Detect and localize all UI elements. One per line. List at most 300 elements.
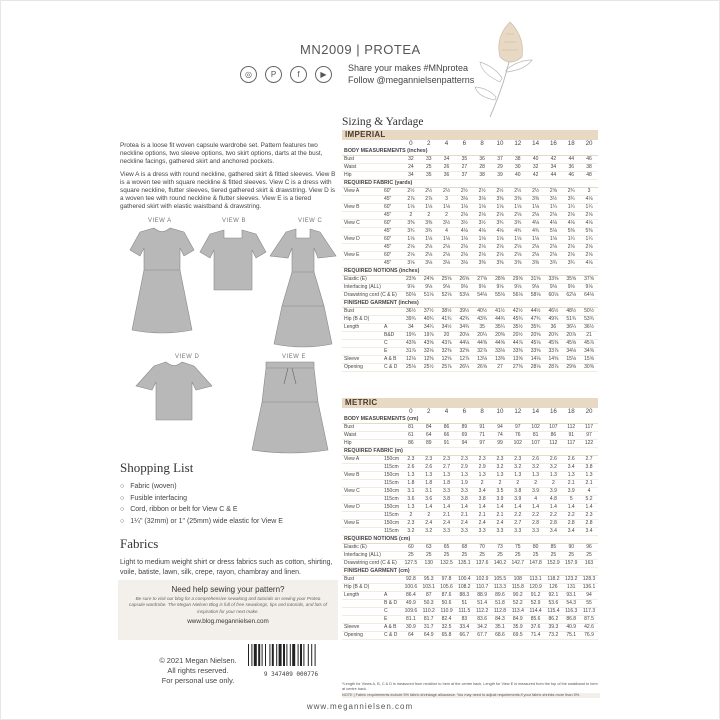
intro-text	[120, 142, 336, 216]
table-cell: 3.2	[514, 464, 522, 470]
row-sublabel: 60"	[384, 188, 392, 194]
table-cell: 9⅛	[478, 284, 486, 290]
table-cell: 20⅝	[530, 332, 541, 338]
table-cell: 1.3	[532, 472, 540, 478]
facebook-icon[interactable]: f	[290, 66, 307, 83]
barcode-bar	[258, 644, 260, 666]
table-cell: 65.8	[441, 632, 452, 638]
table-cell: 136.1	[582, 584, 596, 590]
row-sublabel: B & D	[384, 600, 398, 606]
table-cell: 3.4	[585, 528, 593, 534]
table-cell: 2½	[478, 188, 486, 194]
table-cell: 42	[532, 172, 539, 178]
table-row	[342, 456, 598, 464]
row-sublabel	[384, 156, 402, 163]
garment-illustrations	[118, 226, 342, 456]
row-sublabel	[384, 424, 402, 431]
table-cell: 3.8	[460, 496, 468, 502]
table-cell: 4	[445, 228, 448, 234]
table-cell: 107	[549, 424, 558, 430]
table-cell: 2⅛	[478, 244, 486, 250]
table-cell: 3	[587, 188, 591, 194]
row-sublabel: 150cm	[384, 520, 400, 526]
table-cell: 25	[479, 552, 485, 558]
table-cell: 3⅜	[514, 260, 522, 266]
table-cell: 70	[479, 544, 485, 550]
row-label: Drawstring cord (C & E)	[344, 292, 397, 298]
table-cell: 4.8	[549, 496, 557, 502]
table-cell: 50½	[584, 308, 594, 314]
table-cell: 1⅛	[514, 236, 522, 242]
table-cell: 45⅞	[584, 340, 594, 346]
table-cell: 2	[498, 480, 502, 486]
table-cell: 1.4	[443, 504, 450, 510]
table-cell: 81.7	[423, 616, 434, 622]
copyright-line: © 2021 Megan Nielsen.	[159, 656, 237, 665]
table-row	[342, 544, 598, 552]
youtube-icon[interactable]: ▶	[315, 66, 332, 83]
table-cell: 38	[515, 156, 521, 162]
size-label: 0	[409, 408, 413, 415]
table-cell: 83.6	[477, 616, 488, 622]
table-cell: 112.2	[476, 608, 489, 614]
copyright-line: All rights reserved.	[167, 666, 229, 675]
table-cell: 1⅛	[443, 236, 450, 242]
table-cell: 25	[515, 552, 521, 558]
table-cell: 152.9	[547, 560, 560, 566]
table-cell: 32	[532, 164, 539, 170]
table-cell: 1.3	[567, 472, 575, 478]
table-cell: 3.1	[425, 488, 433, 494]
spacer	[342, 140, 384, 148]
table-cell: 35.9	[512, 624, 523, 630]
table-row	[342, 316, 598, 324]
table-cell: 2.9	[478, 464, 486, 470]
table-cell: 44⅞	[512, 340, 523, 346]
table-cell: 2⅞	[407, 196, 415, 202]
table-row	[342, 632, 598, 640]
table-cell: 86.2	[548, 616, 559, 622]
table-cell: 25	[461, 552, 468, 558]
row-label	[342, 480, 384, 487]
size-label: 10	[496, 140, 504, 147]
table-cell: 3⅜	[532, 260, 540, 266]
row-label: Hip (B & D)	[344, 316, 370, 322]
table-cell: 2.7	[585, 456, 593, 462]
table-row	[342, 356, 598, 364]
table-row	[342, 324, 598, 332]
size-label: 6	[462, 140, 467, 147]
row-sublabel: 60"	[384, 220, 392, 226]
table-cell: 163	[584, 560, 594, 566]
row-label: View A	[344, 188, 360, 194]
barcode-bar	[254, 644, 257, 666]
row-sublabel	[384, 440, 402, 447]
section-heading: BODY MEASUREMENTS (inches)	[342, 148, 598, 156]
row-sublabel: C & D	[384, 364, 398, 370]
table-cell: 110.2	[422, 608, 435, 614]
blog-link[interactable]: www.blog.megannielsen.com	[187, 618, 269, 626]
table-cell: 2.4	[425, 520, 433, 526]
row-sublabel	[384, 584, 402, 591]
row-sublabel: A & B	[384, 624, 397, 630]
pinterest-icon[interactable]: P	[265, 66, 282, 83]
row-label: Hip (B & D)	[344, 584, 370, 590]
table-cell: 130	[424, 560, 433, 566]
table-cell: 39	[497, 172, 503, 178]
row-sublabel: 150cm	[384, 472, 400, 478]
table-cell: 54⅛	[477, 292, 488, 298]
shopping-list	[120, 481, 336, 527]
table-row	[342, 260, 598, 268]
table-cell: 2.4	[496, 520, 504, 526]
row-sublabel	[384, 172, 402, 179]
barcode-bar	[248, 644, 249, 666]
table-cell: 2	[534, 480, 537, 486]
table-cell: 90	[568, 544, 574, 550]
table-cell: 3.3	[514, 528, 522, 534]
table-cell: 4	[534, 496, 537, 502]
table-cell: 32⅞	[477, 348, 488, 354]
table-cell: 53¾	[584, 316, 594, 322]
table-cell: 3.1	[407, 488, 415, 494]
table-cell: 25⅛	[406, 364, 416, 370]
row-label	[342, 608, 384, 615]
row-sublabel: C	[384, 608, 388, 614]
barcode-bar	[292, 644, 295, 666]
table-cell: 25½	[423, 364, 434, 370]
table-cell: 1.9	[460, 480, 468, 486]
row-sublabel	[384, 276, 402, 283]
intro-paragraph-1: Protea is a loose fit woven capsule wardrobe set. Pattern features two neckline options, two sleeve options, two skirt options, darts at the bust, neckline facings, gathered skirt and anchored pockets.	[120, 142, 323, 165]
footer-url[interactable]: www.megannielsen.com	[306, 702, 414, 711]
table-cell: 87	[425, 592, 432, 598]
barcode-bar	[265, 644, 266, 666]
table-cell: 2⅛	[549, 244, 557, 250]
size-label: 16	[549, 140, 557, 147]
table-cell: 2.7	[514, 520, 522, 526]
table-cell: 12⅜	[423, 356, 434, 362]
table-row	[342, 624, 598, 632]
row-sublabel: C & D	[384, 632, 398, 638]
table-cell: 3⅜	[514, 196, 522, 202]
table-cell: 48½	[566, 308, 577, 314]
table-cell: 1.3	[478, 472, 486, 478]
table-row	[342, 584, 598, 592]
size-header-row	[342, 408, 598, 416]
table-row	[342, 188, 598, 196]
table-cell: 43⅜	[406, 340, 416, 346]
table-cell: 53.6	[548, 600, 559, 606]
table-row	[342, 528, 598, 536]
table-cell: 1.8	[443, 480, 450, 486]
table-cell: 37½	[423, 308, 434, 314]
table-cell: 3¾	[567, 196, 575, 202]
row-sublabel: 150cm	[384, 504, 400, 510]
table-cell: 2.8	[549, 520, 557, 526]
table-cell: 4⅛	[532, 220, 540, 226]
table-cell: 1.4	[532, 504, 540, 510]
view-c-label: VIEW C	[298, 218, 323, 224]
table-cell: 44¾	[495, 316, 505, 322]
row-sublabel	[384, 560, 402, 567]
table-cell: 85.6	[530, 616, 541, 622]
table-cell: 80	[532, 544, 539, 550]
table-cell: 69.5	[512, 632, 523, 638]
table-cell: 1.4	[514, 504, 522, 510]
table-cell: 100.6	[404, 584, 418, 590]
table-cell: 1.3	[443, 472, 450, 478]
size-label: 18	[567, 140, 575, 147]
table-cell: 64.9	[423, 632, 434, 638]
table-cell: 45⅜	[548, 340, 559, 346]
table-cell: 64	[425, 432, 432, 438]
table-cell: 1.4	[585, 504, 593, 510]
table-cell: 75	[515, 544, 521, 550]
table-cell: 12⅝	[441, 356, 452, 362]
table-row	[342, 440, 598, 448]
table-cell: 34⅜	[584, 348, 594, 354]
table-cell: 35¼	[495, 324, 505, 330]
row-label: Waist	[344, 432, 357, 438]
table-cell: 120.9	[529, 584, 542, 590]
table-cell: 9⅛	[425, 284, 433, 290]
table-row	[342, 284, 598, 292]
table-cell: 115.8	[511, 584, 524, 590]
list-item: ○ Fusible interfacing	[120, 493, 336, 505]
row-sublabel	[384, 552, 402, 559]
table-cell: 67.7	[477, 632, 488, 638]
view-e-label: VIEW E	[282, 354, 307, 360]
table-cell: 86.8	[566, 616, 577, 622]
row-sublabel: A	[384, 592, 388, 598]
table-cell: 1⅛	[407, 236, 415, 242]
table-cell: 2	[427, 512, 431, 518]
table-cell: 15⅛	[566, 356, 577, 362]
table-cell: 68	[461, 544, 468, 550]
table-cell: 92.8	[406, 576, 416, 582]
table-cell: 44⅜	[477, 340, 488, 346]
row-label	[342, 212, 384, 219]
row-label	[342, 464, 384, 471]
table-cell: 34¾	[459, 324, 470, 330]
table-cell: 84	[425, 424, 432, 430]
section-heading: FINISHED GARMENT (cm)	[342, 568, 598, 576]
table-cell: 3½	[478, 220, 486, 226]
table-cell: 2⅛	[407, 244, 415, 250]
table-cell: 3.8	[585, 464, 593, 470]
row-label	[342, 496, 384, 503]
table-cell: 40½	[477, 308, 488, 314]
table-cell: 3⅛	[407, 260, 415, 266]
table-cell: 25	[532, 552, 539, 558]
table-cell: 3⅜	[496, 196, 504, 202]
row-sublabel	[384, 284, 402, 291]
table-cell: 3⅛	[425, 260, 433, 266]
table-cell: 37	[497, 156, 503, 162]
table-cell: 2	[480, 480, 484, 486]
table-cell: 2½	[532, 188, 540, 194]
table-row	[342, 560, 598, 568]
table-cell: 50⅛	[406, 292, 416, 298]
row-sublabel	[384, 292, 402, 299]
table-cell: 49¾	[548, 316, 559, 322]
table-cell: 40¾	[423, 316, 434, 322]
table-cell: 97	[515, 424, 521, 430]
table-cell: 21	[586, 332, 592, 338]
table-cell: 1¼	[585, 204, 593, 210]
row-label: View C	[344, 488, 360, 494]
table-cell: 54.3	[566, 600, 577, 606]
table-cell: 38½	[441, 308, 452, 314]
table-cell: 35¾	[530, 324, 541, 330]
table-cell: 25⅞	[441, 364, 452, 370]
table-cell: 55	[586, 600, 592, 606]
table-cell: 108	[513, 576, 522, 582]
table-row	[342, 196, 598, 204]
table-cell: 1⅛	[460, 236, 468, 242]
table-cell: 2.3	[460, 456, 468, 462]
table-cell: 69	[461, 432, 468, 438]
table-row	[342, 576, 598, 584]
row-sublabel: 115cm	[384, 464, 399, 470]
table-cell: 91	[443, 440, 450, 446]
row-label: Bust	[344, 308, 355, 314]
table-cell: 2⅝	[549, 188, 557, 194]
table-cell: 89	[425, 440, 432, 446]
table-cell: 4⅛	[478, 228, 486, 234]
table-cell: 2.1	[567, 480, 575, 486]
table-cell: 42	[550, 156, 557, 162]
table-cell: 25	[408, 552, 414, 558]
row-label: View B	[344, 204, 360, 210]
table-cell: 45⅝	[566, 340, 577, 346]
section-heading: FINISHED GARMENT (inches)	[342, 300, 598, 308]
table-cell: 64⅛	[584, 292, 594, 298]
table-cell: 2.2	[532, 512, 540, 518]
table-cell: 1.4	[496, 504, 504, 510]
row-label	[342, 332, 384, 339]
table-cell: 2.7	[443, 464, 450, 470]
table-cell: 3	[445, 196, 448, 202]
table-cell: 1⅛	[425, 204, 433, 210]
table-cell: 3¾	[407, 228, 415, 234]
table-cell: 76.9	[584, 632, 594, 638]
table-cell: 1.3	[585, 472, 593, 478]
table-cell: 27	[461, 164, 468, 170]
table-cell: 87.6	[441, 592, 452, 598]
size-header-row	[342, 140, 598, 148]
table-cell: 35	[461, 156, 468, 162]
table-cell: 2¾	[567, 188, 575, 194]
table-cell: 3.2	[425, 528, 433, 534]
table-cell: 25	[497, 552, 503, 558]
row-sublabel: 45"	[384, 212, 392, 218]
size-label: 12	[514, 140, 522, 147]
row-label: Bust	[344, 424, 355, 430]
table-row	[342, 480, 598, 488]
table-cell: 2⅛	[425, 244, 433, 250]
size-label: 4	[444, 140, 449, 147]
table-cell: 2.8	[567, 520, 575, 526]
barcode-bar	[279, 644, 282, 666]
table-cell: 113.4	[511, 608, 524, 614]
table-cell: 34⅛	[566, 348, 577, 354]
table-cell: 96	[586, 544, 592, 550]
table-cell: 36	[568, 164, 574, 170]
copyright-line: For personal use only.	[161, 676, 235, 685]
table-cell: 2⅛	[460, 252, 468, 258]
table-cell: 3.2	[496, 464, 504, 470]
table-cell: 113.1	[529, 576, 542, 582]
row-sublabel: 45"	[384, 196, 392, 202]
table-cell: 84.3	[495, 616, 505, 622]
instagram-icon[interactable]: ◎	[240, 66, 257, 83]
barcode-bar	[269, 644, 270, 666]
table-cell: 20⅞	[566, 332, 577, 338]
table-cell: 40	[532, 156, 539, 162]
table-cell: 30.9	[406, 624, 416, 630]
table-cell: 71	[479, 432, 485, 438]
follow-line: Follow @megannielsenpatterns	[348, 75, 475, 85]
table-cell: 1⅛	[425, 236, 433, 242]
table-cell: 1¼	[567, 236, 575, 242]
table-cell: 2	[445, 212, 448, 218]
table-cell: 34	[443, 156, 450, 162]
table-cell: 86	[408, 440, 414, 446]
table-cell: 71.4	[530, 632, 541, 638]
table-cell: 55⅛	[495, 292, 505, 298]
table-cell: 20¾	[548, 332, 559, 338]
row-sublabel: C	[384, 340, 388, 346]
row-label	[342, 616, 384, 623]
table-cell: 32⅝	[459, 348, 470, 354]
table-cell: 94	[497, 424, 503, 430]
table-row	[342, 292, 598, 300]
table-cell: 3⅛	[478, 196, 486, 202]
table-cell: 140.2	[493, 560, 507, 566]
table-cell: 3.3	[532, 528, 540, 534]
table-cell: 102	[513, 440, 522, 446]
table-cell: 2½	[514, 188, 522, 194]
size-label: 2	[426, 140, 431, 147]
barcode-number: 9 347409 000776	[263, 671, 319, 678]
table-cell: 48	[586, 172, 592, 178]
table-cell: 111.5	[458, 608, 471, 614]
table-row	[342, 592, 598, 600]
size-label: 14	[532, 140, 540, 147]
table-cell: 2⅛	[478, 252, 486, 258]
table-cell: 2.4	[460, 520, 468, 526]
table-cell: 28	[479, 164, 485, 170]
table-cell: 1⅛	[407, 204, 415, 210]
table-cell: 9⅛	[532, 284, 540, 290]
table-cell: 3.3	[460, 488, 468, 494]
barcode-bar	[272, 644, 274, 666]
row-sublabel	[384, 544, 402, 551]
row-label	[342, 340, 384, 347]
table-cell: 30	[515, 164, 521, 170]
table-cell: 4⅛	[585, 260, 593, 266]
imperial-size-table	[342, 130, 598, 372]
row-sublabel: 45"	[384, 244, 392, 250]
table-row	[342, 488, 598, 496]
table-cell: 1⅛	[478, 236, 486, 242]
table-cell: 4⅛	[496, 228, 504, 234]
table-cell: 60⅛	[548, 292, 559, 298]
table-cell: 75.1	[566, 632, 577, 638]
row-label: Sleeve	[344, 624, 360, 630]
